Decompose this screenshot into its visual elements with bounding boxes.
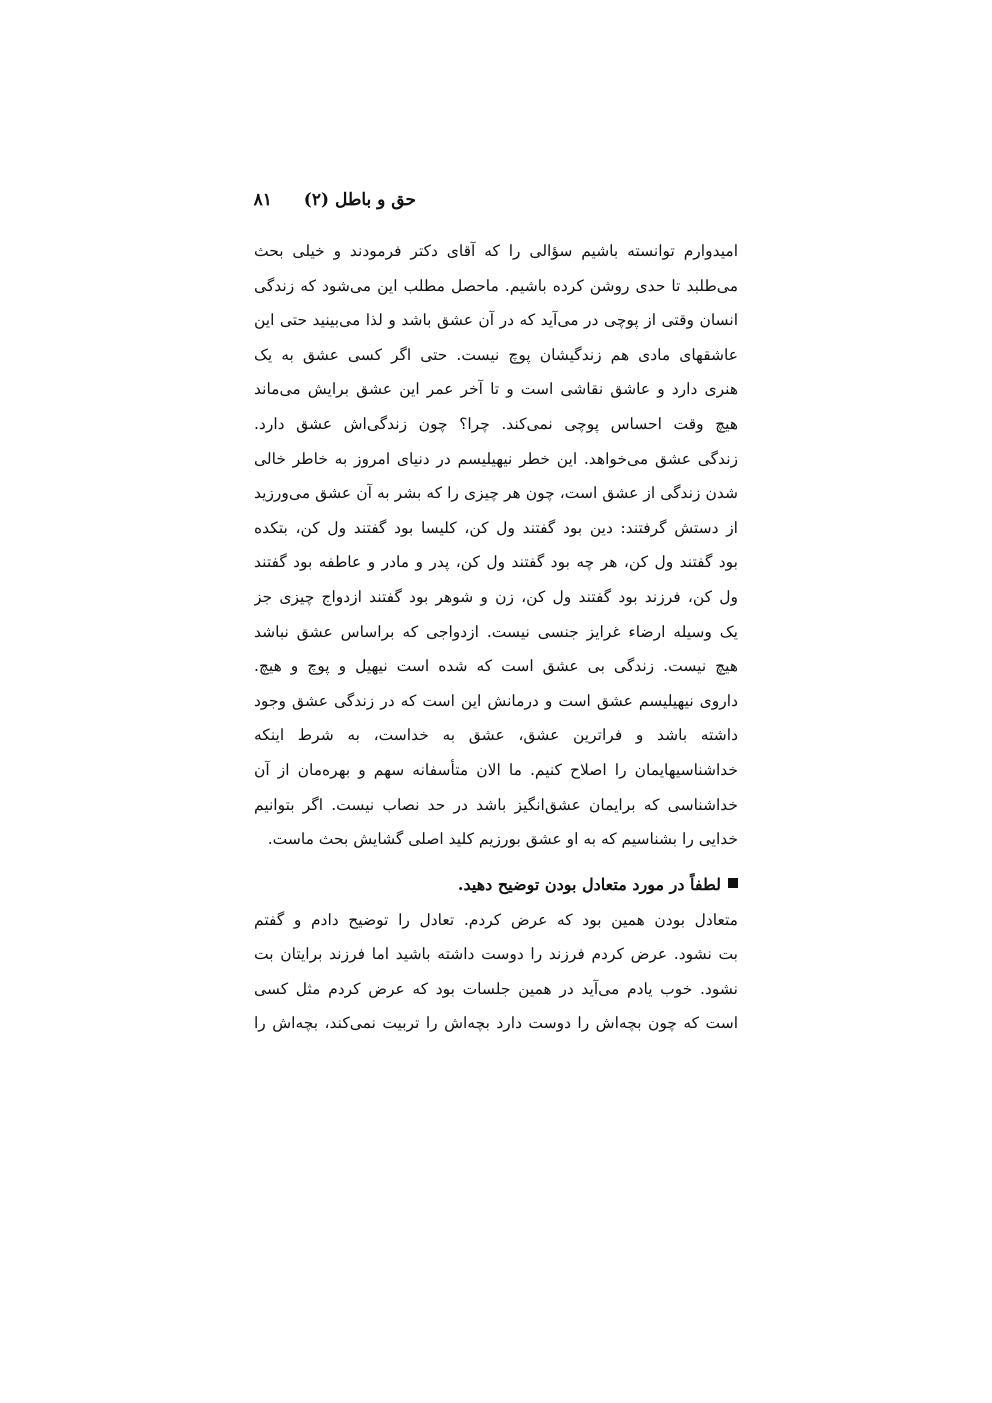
- text-line: داشته باشد و فراترین عشق، عشق به خداست، به شرط اینکه: [254, 726, 738, 745]
- chapter-title: حق و باطل (۲): [303, 190, 416, 210]
- text-line: شدن زندگی از عشق است، چون هر چیزی را که بشر به آن عشق می‌ورزید: [254, 484, 738, 503]
- page-body: [254, 234, 738, 1041]
- question-text: لطفاً در مورد متعادل بودن توضیح دهید.: [457, 874, 721, 894]
- text-line: خداشناسیهایمان را اصلاح کنیم. ما الان متأسفانه سهم و بهره‌مان از آن: [254, 760, 738, 779]
- text-line: هیچ نیست. زندگی بی عشق است که شده است نیهیل و پوچ و هیچ.: [254, 657, 738, 676]
- text-line: متعادل بودن همین بود که عرض کردم. تعادل را توضیح دادم و گفتم: [254, 910, 738, 929]
- text-line: یک وسیله ارضاء غرایز جنسی نیست. ازدواجی که براساس عشق نباشد: [254, 622, 738, 641]
- text-line: است که چون بچه‌اش را دوست دارد بچه‌اش را تربیت نمی‌کند، بچه‌اش را: [254, 1014, 738, 1033]
- text-line: هیچ وقت احساس پوچی نمی‌کند. چرا؟ چون زندگی‌اش عشق دارد.: [254, 414, 738, 433]
- text-line: خداشناسی که برایمان عشق‌انگیز باشد در حد نصاب نیست. اگر بتوانیم: [254, 795, 738, 814]
- text-line: انسان وقتی از پوچی در می‌آید که در آن عشق باشد و لذا می‌بینید حتی این: [254, 311, 738, 330]
- text-line: امیدوارم توانسته باشیم سؤالی را که آقای دکتر فرمودند و خیلی بحث: [254, 242, 738, 260]
- text-line: می‌طلبد تا حدی روشن کرده باشیم. ماحصل مطلب این می‌شود که زندگی: [254, 276, 738, 295]
- running-header: [253, 185, 416, 215]
- text-line: نشود. خوب یادم می‌آید در همین جلسات بود که عرض کردم مثل کسی: [254, 979, 738, 998]
- text-line: ول کن، فرزند بود گفتند ول کن، زن و شوهر بود گفتند ازدواج چیزی جز: [254, 587, 738, 606]
- text-line: بود گفتند ول کن، هر چه بود گفتند ول کن، پدر و مادر و عاطفه بود گفتند: [254, 553, 738, 572]
- page-number: ۸۱: [253, 190, 272, 210]
- paragraph-2: [254, 903, 738, 1041]
- text-line: خدایی را بشناسیم که به او عشق بورزیم کلید اصلی گشایش بحث ماست.: [267, 830, 738, 849]
- question-heading: [254, 867, 738, 903]
- text-line: هنری دارد و عاشق نقاشی است و تا آخر عمر این عشق برایش می‌ماند: [254, 380, 738, 399]
- text-line: عاشقهای مادی هم زندگیشان پوچ نیست. حتی اگر کسی عشق به یک: [254, 345, 738, 364]
- paragraph-1: [254, 234, 738, 857]
- text-line: از دستش گرفتند: دین بود گفتند ول کن، کلیسا بود گفتند ول کن، بتکده: [254, 518, 738, 537]
- text-line: بت نشود. عرض کردم فرزند را دوست داشته باشید اما فرزند برایتان بت: [254, 945, 738, 964]
- text-line: زندگی عشق می‌خواهد. این خطر نیهیلیسم در دنیای امروز به خاطر خالی: [254, 449, 738, 468]
- square-bullet-icon: [728, 878, 738, 888]
- text-line: داروی نیهیلیسم عشق است و درمانش این است که در زندگی عشق وجود: [254, 691, 738, 710]
